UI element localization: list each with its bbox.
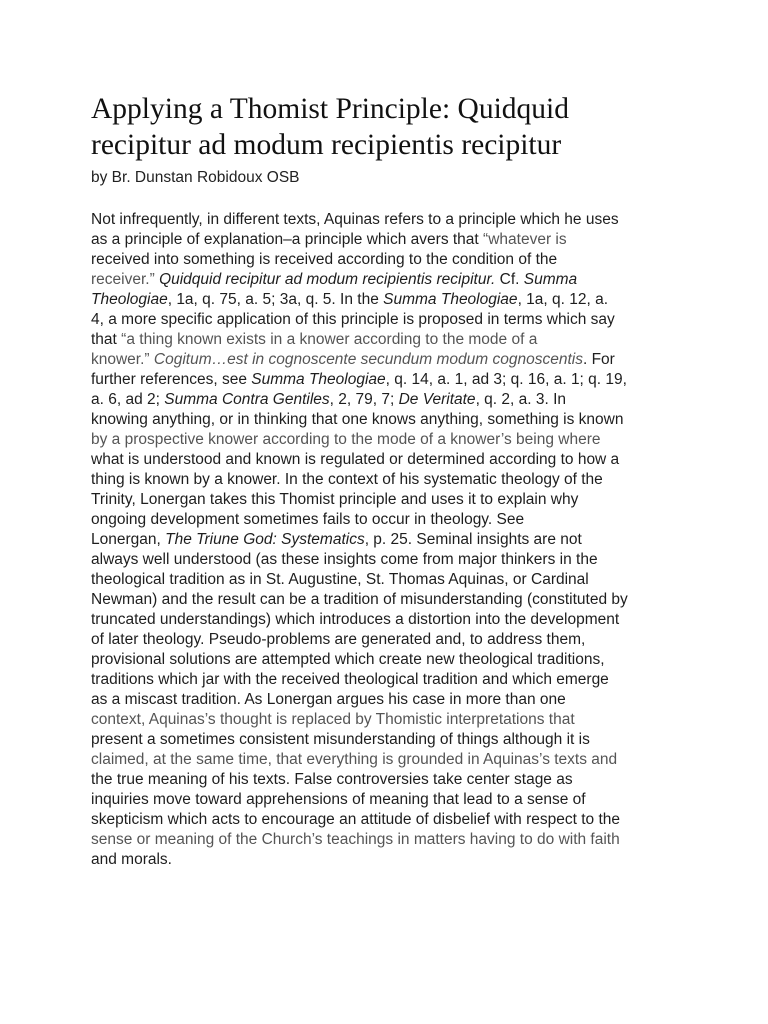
body-line <box>91 590 691 610</box>
body-line <box>91 530 691 550</box>
text-run: received into something is received according to the condition of the <box>91 251 558 268</box>
text-run: “a thing known exists in a knower according to the mode of a <box>121 331 538 348</box>
body-line <box>91 750 691 770</box>
text-run: De Veritate <box>398 391 476 408</box>
body-line <box>91 390 691 410</box>
document-page <box>91 91 691 870</box>
text-run: sense or meaning of the Church’s teachings in matters having to do with faith <box>91 831 620 848</box>
body-line <box>91 450 691 470</box>
text-run: thing is known by a knower. In the context of his systematic theology of the <box>91 471 603 488</box>
text-run: , 1a, q. 12, a. <box>517 291 609 308</box>
text-run: of later theology. Pseudo-problems are generated and, to address them, <box>91 631 586 648</box>
body-line <box>91 550 691 570</box>
body-line <box>91 490 691 510</box>
text-run: the true meaning of his texts. False controversies take center stage as <box>91 771 573 788</box>
text-run: ongoing development sometimes fails to occur in theology. See <box>91 511 525 528</box>
document-title <box>91 91 691 163</box>
body-line <box>91 470 691 490</box>
title-line: Applying a Thomist Principle: Quidquid <box>91 93 569 125</box>
body-line <box>91 850 691 870</box>
text-run: inquiries move toward apprehensions of meaning that lead to a sense of <box>91 791 586 808</box>
body-line <box>91 410 691 430</box>
text-run: truncated understandings) which introduces a distortion into the development <box>91 611 620 628</box>
text-run: Not infrequently, in different texts, Aquinas refers to a principle which he uses <box>91 211 619 228</box>
text-run: Summa Contra Gentiles <box>164 391 330 408</box>
text-run: Summa Theologiae <box>251 371 386 388</box>
body-line <box>91 230 691 250</box>
text-run: present a sometimes consistent misunderstanding of things although it is <box>91 731 590 748</box>
body-line <box>91 570 691 590</box>
text-run: Trinity, Lonergan takes this Thomist principle and uses it to explain why <box>91 491 579 508</box>
body-line <box>91 370 691 390</box>
text-run: further references, see <box>91 371 252 388</box>
text-run: , q. 14, a. 1, ad 3; q. 16, a. 1; q. 19, <box>385 371 627 388</box>
body-line <box>91 730 691 750</box>
body-line <box>91 210 691 230</box>
text-run: as a miscast tradition. As Lonergan argues his case in more than one <box>91 691 566 708</box>
text-run: theological tradition as in St. Augustine, St. Thomas Aquinas, or Cardinal <box>91 571 589 588</box>
text-run: what is understood and known is regulated or determined according to how a <box>91 451 620 468</box>
text-run: Newman) and the result can be a tradition of misunderstanding (constituted by <box>91 591 628 608</box>
title-line: recipitur ad modum recipientis recipitur <box>91 129 562 161</box>
text-run: knowing anything, or in thinking that one knows anything, something is known <box>91 411 624 428</box>
body-line <box>91 350 691 370</box>
body-line <box>91 770 691 790</box>
text-run: The Triune God: Systematics <box>165 531 365 548</box>
text-run: a. 6, ad 2; <box>91 391 165 408</box>
text-run: . For <box>582 351 615 368</box>
body-line <box>91 610 691 630</box>
body-line <box>91 270 691 290</box>
body-line <box>91 690 691 710</box>
body-line <box>91 790 691 810</box>
body-line <box>91 510 691 530</box>
body-paragraph <box>91 210 691 870</box>
text-run: , 1a, q. 75, a. 5; 3a, q. 5. In the <box>167 291 384 308</box>
text-run: and morals. <box>91 851 172 868</box>
text-run: Theologiae <box>91 291 168 308</box>
text-run: by a prospective knower according to the mode of a knower’s being where <box>91 431 601 448</box>
text-run: knower.” <box>91 351 154 368</box>
body-line <box>91 310 691 330</box>
text-run: Summa Theologiae <box>383 291 518 308</box>
text-run: receiver.” <box>91 271 160 288</box>
text-run: 4, a more specific application of this principle is proposed in terms which say <box>91 311 615 328</box>
body-line <box>91 430 691 450</box>
author-byline: by Br. Dunstan Robidoux OSB <box>91 169 300 186</box>
body-line <box>91 330 691 350</box>
body-line <box>91 650 691 670</box>
text-run: , q. 2, a. 3. In <box>475 391 567 408</box>
text-run: Cogitum…est in cognoscente secundum modum cognoscentis <box>153 351 583 368</box>
body-line <box>91 830 691 850</box>
text-run: skepticism which acts to encourage an attitude of disbelief with respect to the <box>91 811 621 828</box>
body-line <box>91 710 691 730</box>
text-run: , p. 25. Seminal insights are not <box>364 531 582 548</box>
text-run: Cf. <box>495 271 524 288</box>
text-run: , 2, 79, 7; <box>329 391 399 408</box>
body-line <box>91 290 691 310</box>
body-line <box>91 630 691 650</box>
body-line <box>91 250 691 270</box>
text-run: as a principle of explanation–a principle which avers that <box>91 231 484 248</box>
text-run: Quidquid recipitur ad modum recipientis recipitur. <box>159 271 496 288</box>
text-run: always well understood (as these insights come from major thinkers in the <box>91 551 598 568</box>
text-run: that <box>91 331 122 348</box>
text-run: context, Aquinas’s thought is replaced by Thomistic interpretations that <box>91 711 575 728</box>
text-run: “whatever is <box>483 231 567 248</box>
body-line <box>91 670 691 690</box>
text-run: provisional solutions are attempted which create new theological traditions, <box>91 651 605 668</box>
text-run: Summa <box>523 271 578 288</box>
text-run: Lonergan, <box>91 531 166 548</box>
text-run: traditions which jar with the received theological tradition and which emerge <box>91 671 609 688</box>
body-line <box>91 810 691 830</box>
text-run: claimed, at the same time, that everything is grounded in Aquinas’s texts and <box>91 751 618 768</box>
